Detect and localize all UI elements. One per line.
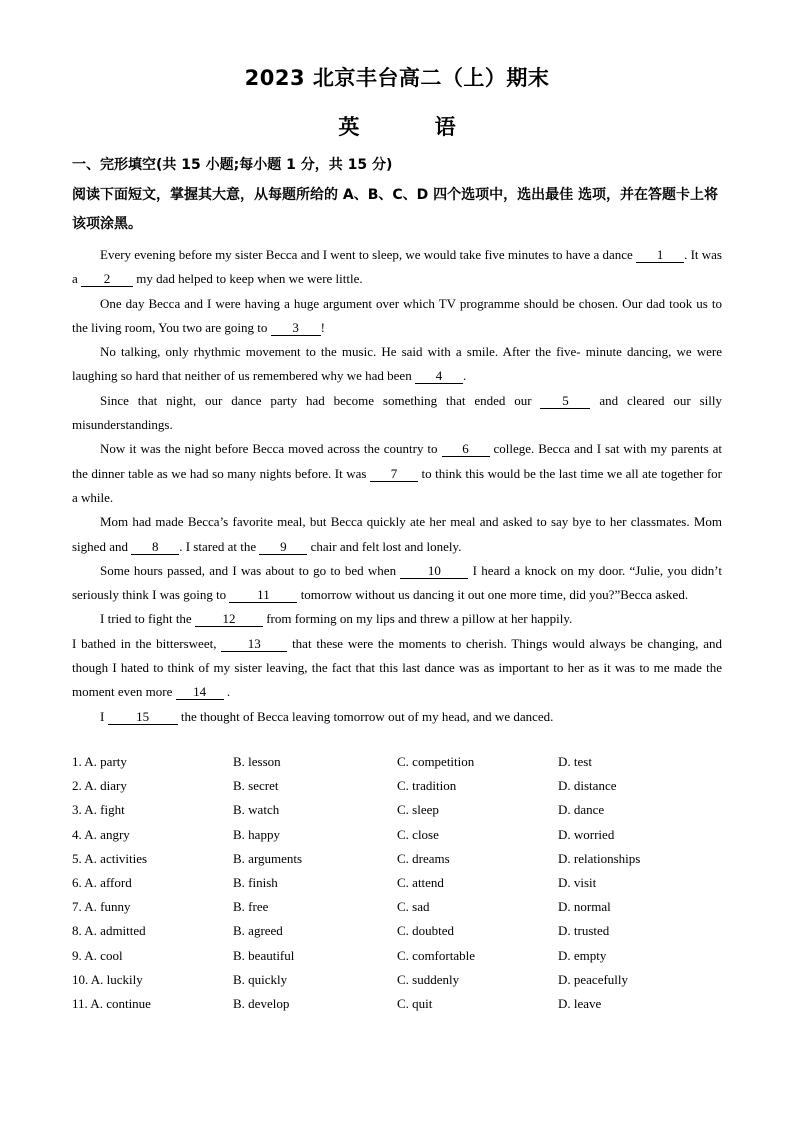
option-b: B. secret <box>233 778 279 794</box>
cloze-passage <box>72 243 722 729</box>
question-row <box>72 824 722 848</box>
option-a: 11. A. continue <box>72 995 151 1011</box>
option-a: 10. A. luckily <box>72 971 143 987</box>
passage-text: that these were the moments to cherish. Things would always be changing, and though I hated to think of my sister leaving, the fact that this last dance was as important to her as it was to me made the moment even more <box>72 635 722 700</box>
passage-text: I heard a knock on my door. “Julie, you didn’t seriously think I was going to <box>72 562 722 603</box>
passage-text: Every evening before my sister Becca and I went to sleep, we would take five minutes to have a dance <box>100 247 637 262</box>
option-d: D. visit <box>558 874 597 890</box>
option-b: B. finish <box>233 874 278 890</box>
passage-text: ! <box>320 319 325 335</box>
option-a: 3. A. fight <box>72 802 125 818</box>
passage-text: the thought of Becca leaving tomorrow out of my head, and we danced. <box>177 708 554 724</box>
option-a: 1. A. party <box>72 754 127 769</box>
passage-text: and cleared our silly misunderstandings. <box>72 392 722 433</box>
passage-text: from forming on my lips and threw a pillow at her happily. <box>262 611 573 627</box>
option-c: C. comfortable <box>397 947 475 963</box>
option-a: 8. A. admitted <box>72 923 146 939</box>
option-d: D. distance <box>558 778 617 794</box>
blank-11: 11 <box>229 587 297 603</box>
passage-text: One day Becca and I were having a huge argument over which TV programme should be chosen. Our dad took us to the living room, You two are going to <box>72 295 722 335</box>
option-a: 5. A. activities <box>72 850 148 866</box>
section-heading: 一、完形填空(共 15 小题;每小题 1 分，共 15 分) <box>72 157 393 173</box>
option-d: D. test <box>558 754 592 769</box>
option-a: 4. A. angry <box>72 826 130 842</box>
option-b: B. lesson <box>233 754 281 769</box>
option-c: C. quit <box>397 995 433 1011</box>
option-d: D. dance <box>558 802 605 818</box>
option-b: B. develop <box>233 995 290 1011</box>
question-row <box>72 848 722 872</box>
section-instruction: 阅读下面短文，掌握其大意，从每题所给的 A、B、C、D 四个选项中，选出最佳 选项，并在答题卡上将该项涂黑。 <box>72 187 719 232</box>
passage-text: college. Becca and I sat with my parents at the dinner table as we had so many nights before. It was <box>72 441 722 481</box>
option-d: D. normal <box>558 899 611 915</box>
option-c: C. attend <box>397 874 444 890</box>
option-d: D. peacefully <box>558 971 629 987</box>
passage-text: . <box>223 684 231 700</box>
question-row <box>72 896 722 920</box>
blank-5: 5 <box>540 393 590 409</box>
option-c: C. suddenly <box>397 971 460 987</box>
answer-options <box>72 751 722 1017</box>
option-a: 9. A. cool <box>72 947 123 963</box>
paragraph <box>72 559 722 608</box>
passage-text: I tried to fight the <box>100 611 195 627</box>
option-b: B. beautiful <box>233 947 295 963</box>
blank-4: 4 <box>415 368 463 384</box>
blank-10: 10 <box>400 563 468 579</box>
passage-text: I bathed in the bittersweet, <box>72 635 222 651</box>
passage-text: . I stared at the <box>179 538 260 554</box>
question-row <box>72 920 722 944</box>
passage-text: Now it was the night before Becca moved across the country to <box>100 441 442 457</box>
option-c: C. tradition <box>397 778 457 794</box>
blank-14: 14 <box>176 684 224 700</box>
blank-2: 2 <box>81 271 133 287</box>
option-c: C. close <box>397 826 439 842</box>
option-a: 6. A. afford <box>72 874 132 890</box>
question-row <box>72 969 722 993</box>
paragraph <box>72 510 722 559</box>
passage-text: Some hours passed, and I was about to go to bed when <box>100 562 401 578</box>
paragraph <box>72 243 722 292</box>
option-d: D. relationships <box>558 850 641 866</box>
option-b: B. quickly <box>233 971 288 987</box>
paragraph <box>72 292 722 341</box>
option-d: D. empty <box>558 947 607 963</box>
option-d: D. trusted <box>558 923 610 939</box>
option-b: B. arguments <box>233 850 303 866</box>
passage-text: to think this would be the last time we all ate together for a while. <box>72 465 722 505</box>
question-row <box>72 775 722 799</box>
passage-text: . It was a <box>72 247 722 287</box>
option-c: C. sad <box>397 899 430 915</box>
blank-3: 3 <box>271 320 321 336</box>
blank-1: 1 <box>636 247 684 263</box>
passage-text: I <box>100 708 108 724</box>
blank-8: 8 <box>131 539 179 555</box>
passage-text: chair and felt lost and lonely. <box>307 538 462 554</box>
passage-text: No talking, only rhythmic movement to the music. He said with a smile. After the five- minute dancing, we were laughing so hard that neither of us remembered why we had been <box>72 344 722 384</box>
question-row <box>72 993 722 1017</box>
option-d: D. worried <box>558 826 615 842</box>
blank-9: 9 <box>259 539 307 555</box>
paragraph <box>72 437 722 510</box>
option-c: C. doubted <box>397 923 455 939</box>
passage-text: my dad helped to keep when we were little. <box>133 271 363 287</box>
paragraph <box>72 705 722 729</box>
option-a: 7. A. funny <box>72 899 131 915</box>
question-row <box>72 945 722 969</box>
question-row <box>72 872 722 896</box>
paragraph <box>72 389 722 438</box>
passage-text: Mom had made Becca’s favorite meal, but Becca quickly ate her meal and asked to say bye to her classmates. Mom sighed and <box>72 514 722 554</box>
option-b: B. free <box>233 899 269 915</box>
blank-15: 15 <box>108 709 178 725</box>
blank-12: 12 <box>195 611 263 627</box>
option-d: D. leave <box>558 995 602 1011</box>
paragraph <box>72 632 722 705</box>
blank-13: 13 <box>221 636 287 652</box>
passage-text: . <box>462 368 467 384</box>
blank-7: 7 <box>370 466 418 482</box>
question-row <box>72 799 722 823</box>
passage-text: Since that night, our dance party had become something that ended our <box>100 392 541 408</box>
option-c: C. dreams <box>397 850 450 866</box>
option-c: C. sleep <box>397 802 439 818</box>
paragraph <box>72 340 722 389</box>
option-b: B. agreed <box>233 923 283 939</box>
blank-6: 6 <box>442 441 490 457</box>
page-title: 2023 北京丰台高二（上）期末 <box>244 66 550 90</box>
passage-text: tomorrow without us dancing it out one more time, did you?”Becca asked. <box>297 587 689 603</box>
option-b: B. watch <box>233 802 280 818</box>
subject-heading: 英 语 <box>338 115 490 139</box>
option-c: C. competition <box>397 754 475 769</box>
question-row <box>72 751 722 775</box>
paragraph <box>72 607 722 631</box>
option-a: 2. A. diary <box>72 778 127 794</box>
option-b: B. happy <box>233 826 280 842</box>
